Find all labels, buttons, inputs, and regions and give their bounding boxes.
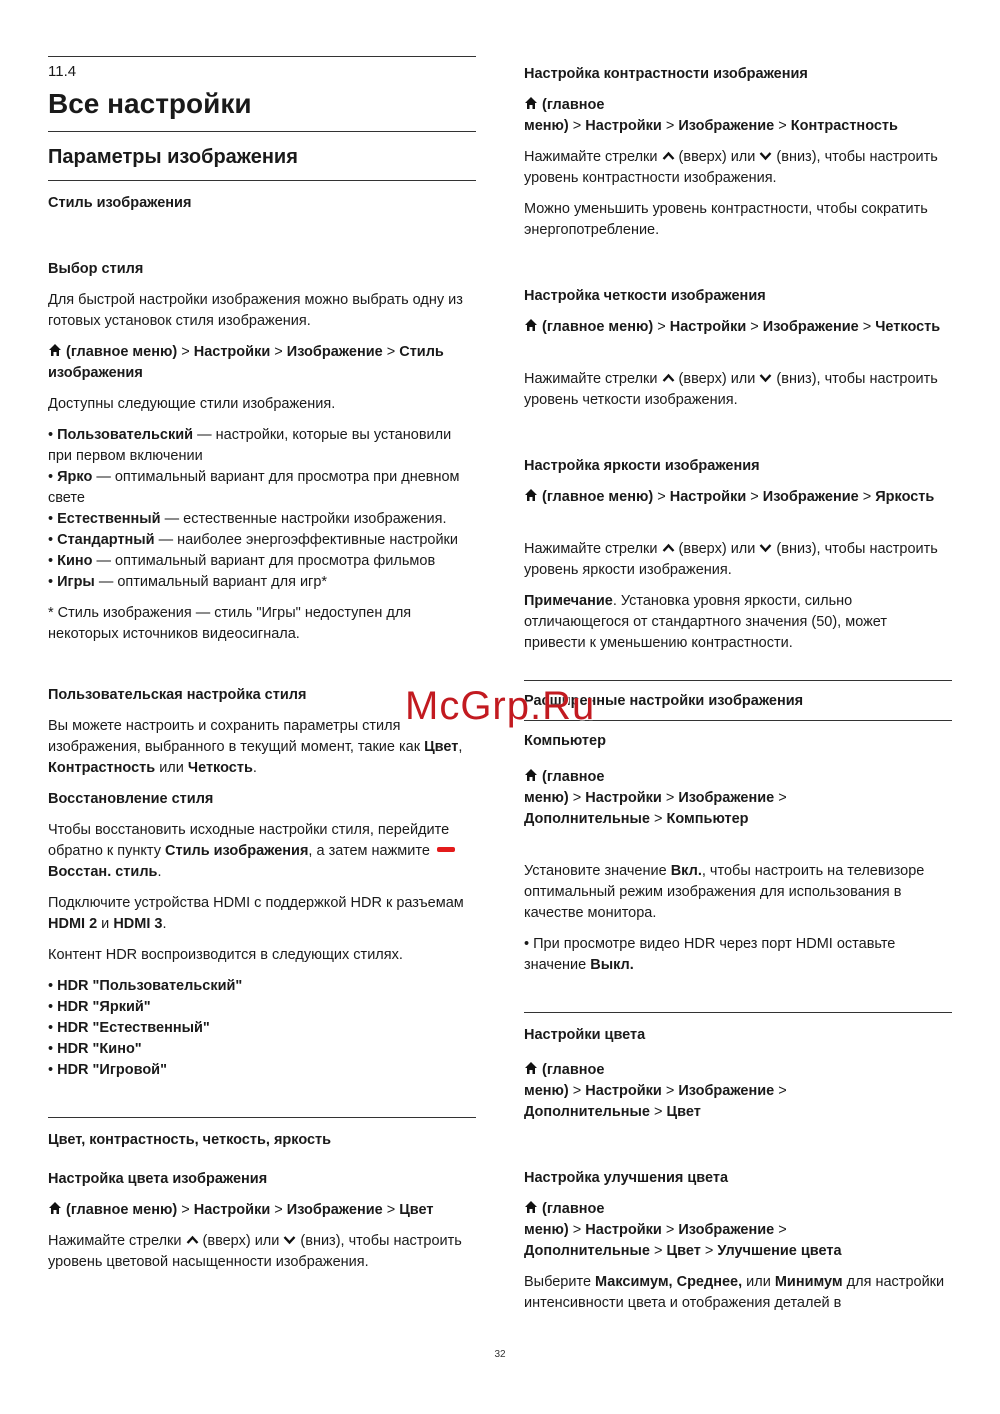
hdr-text: Контент HDR воспроизводится в следующих стилях. [48,947,403,963]
home-icon [524,96,538,110]
style-list-item: • Игры — оптимальный вариант для игр* [48,574,328,590]
divider [48,1117,476,1118]
divider [48,180,476,181]
arrow-down-icon [283,1235,296,1245]
section-number: 11.4 [48,63,77,80]
section-subtitle: Параметры изображения [48,146,298,168]
divider [48,131,476,132]
brightness-path: (главное меню) > Настройки > Изображение > Яркость [524,487,952,508]
arrow-up-icon [662,151,675,161]
style-footnote: * Стиль изображения — стиль "Игры" недоступен для некоторых источников видеосигнала. [48,605,412,642]
style-list-item: • Пользовательский — настройки, которые вы установили при первом включении [48,427,452,464]
hdr-style-item: • HDR "Яркий" [48,999,151,1015]
style-list-item: • Естественный — естественные настройки изображения. [48,511,447,527]
style-list-item: • Ярко — оптимальный вариант для просмотра при дневном свете [48,469,460,506]
contrast-heading: Настройка контрастности изображения [524,66,808,82]
contrast-path: (главное меню) > Настройки > Изображение > Контрастность [524,97,898,134]
arrow-down-icon [759,373,772,383]
home-icon [524,488,538,502]
sharpness-path: (главное меню) > Настройки > Изображение > Четкость [524,317,952,338]
hdr-styles-list [48,976,476,1081]
brightness-heading: Настройка яркости изображения [524,458,760,474]
page-title: Все настройки [48,88,252,119]
color-path: (главное меню) > Настройки > Изображение > Цвет [48,1200,476,1221]
watermark: McGrp.Ru [405,684,596,728]
select-style-heading: Выбор стиля [48,261,144,277]
hdr-style-item: • HDR "Кино" [48,1041,142,1057]
style-heading: Стиль изображения [48,195,192,211]
color-heading: Настройка цвета изображения [48,1171,268,1187]
enhance-text: Выберите Максимум, Среднее, или Минимум для настройки интенсивности цвета и отображения деталей в [524,1274,945,1311]
color-text: Нажимайте стрелки (вверх) или (вниз), чтобы настроить уровень цветовой насыщенности изображения. [48,1233,462,1270]
brightness-text: Нажимайте стрелки (вверх) или (вниз), чтобы настроить уровень яркости изображения. [524,541,938,578]
home-icon [524,1200,538,1214]
home-icon [524,1061,538,1075]
advanced-heading: Расширенные настройки изображения [524,693,804,709]
color-settings-path: (главное меню) > Настройки > Изображение > Дополнительные > Цвет [524,1062,787,1120]
hdr-style-item: • HDR "Естественный" [48,1020,210,1036]
computer-text: Установите значение Вкл., чтобы настроить на телевизоре оптимальный режим изображения для использования в качестве монитора. [524,863,925,921]
style-list-item: • Кино — оптимальный вариант для просмотра фильмов [48,553,436,569]
left-column [48,56,476,1283]
contrast-text: Нажимайте стрелки (вверх) или (вниз), чтобы настроить уровень контрастности изображения. [524,149,938,186]
ccsb-heading: Цвет, контрастность, четкость, яркость [48,1132,332,1148]
brightness-note: Примечание. Установка уровня яркости, сильно отличающегося от стандартного значения (50), может привести к уменьшению контрастности. [524,593,888,651]
sharpness-heading: Настройка четкости изображения [524,288,766,304]
custom-style-text: Вы можете настроить и сохранить параметры стиля изображения, выбранного в текущий момент, такие как Цвет, Контрастность или Четкость. [48,718,463,776]
arrow-down-icon [759,151,772,161]
computer-note: • При просмотре видео HDR через порт HDMI оставьте значение Выкл. [524,936,896,973]
hdmi-text: Подключите устройства HDMI с поддержкой HDR к разъемам HDMI 2 и HDMI 3. [48,895,464,932]
style-list-item: • Стандартный — наиболее энергоэффективные настройки [48,532,459,548]
arrow-down-icon [759,543,772,553]
style-path: (главное меню) > Настройки > Изображение > Стиль изображения [48,344,444,381]
arrow-up-icon [662,373,675,383]
computer-path: (главное меню) > Настройки > Изображение > Дополнительные > Компьютер [524,769,787,827]
home-icon [48,1201,62,1215]
arrow-up-icon [186,1235,199,1245]
available-styles-text: Доступны следующие стили изображения. [48,396,336,412]
color-settings-heading: Настройки цвета [524,1027,646,1043]
restore-style-heading: Восстановление стиля [48,791,214,807]
home-icon [524,768,538,782]
enhance-path: (главное меню) > Настройки > Изображение > Дополнительные > Цвет > Улучшение цвета [524,1201,842,1259]
custom-style-heading: Пользовательская настройка стиля [48,687,307,703]
red-key-icon [437,847,455,852]
page-number: 32 [494,1349,506,1360]
computer-heading: Компьютер [524,733,606,749]
contrast-text-2: Можно уменьшить уровень контрастности, чтобы сократить энергопотребление. [524,201,928,238]
home-icon [48,343,62,357]
divider [524,680,952,681]
divider [524,1012,952,1013]
restore-style-text: Чтобы восстановить исходные настройки стиля, перейдите обратно к пункту Стиль изображения, а затем нажмите Восстан. стиль. [48,820,476,883]
arrow-up-icon [662,543,675,553]
home-icon [524,318,538,332]
styles-list [48,425,476,593]
sharpness-text: Нажимайте стрелки (вверх) или (вниз), чтобы настроить уровень четкости изображения. [524,371,938,408]
select-style-text: Для быстрой настройки изображения можно выбрать одну из готовых установок стиля изображения. [48,292,463,329]
divider [48,56,476,57]
hdr-style-item: • HDR "Игровой" [48,1062,167,1078]
enhance-heading: Настройка улучшения цвета [524,1170,729,1186]
hdr-style-item: • HDR "Пользовательский" [48,978,243,994]
